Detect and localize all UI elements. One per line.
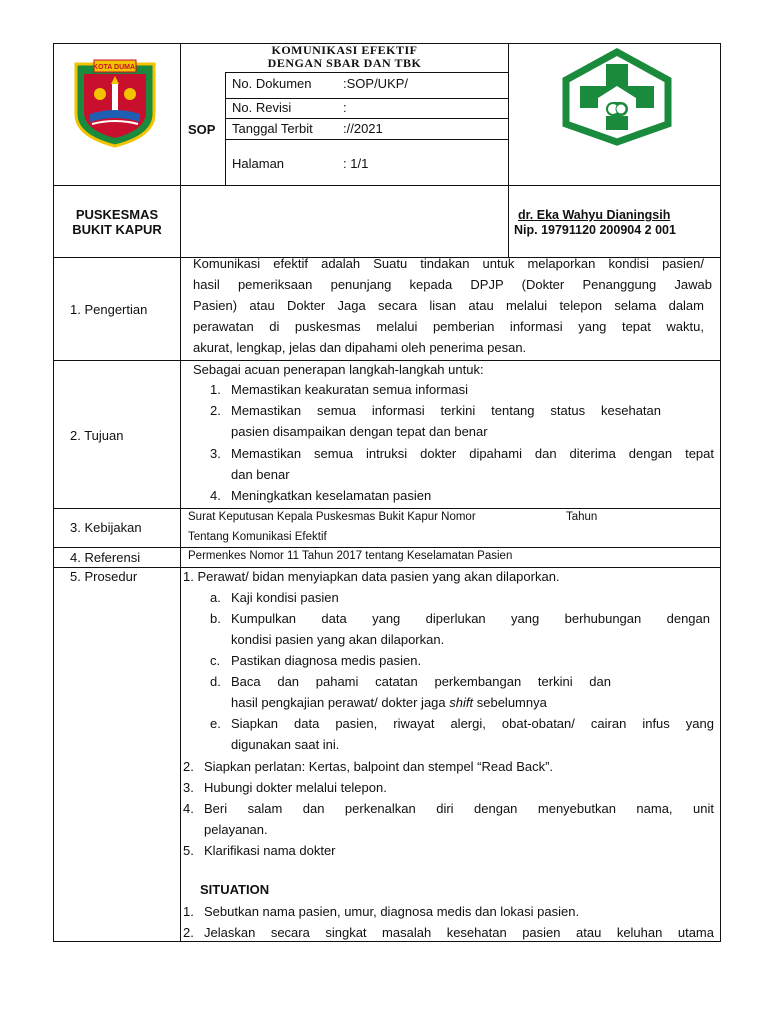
meta-value-no-dokumen: :SOP/UKP/ (343, 76, 409, 91)
meta-label-halaman: Halaman (232, 156, 285, 171)
meta-value-tanggal-terbit: ://2021 (343, 121, 383, 136)
logo-text: KOTA DUMAI (93, 64, 137, 71)
kebijakan-tahun: Tahun (566, 511, 598, 523)
org-name-line2: BUKIT KAPUR (72, 222, 162, 237)
signer-nip: Nip. 19791120 200904 2 001 (514, 223, 676, 237)
referensi-text: Permenkes Nomor 11 Tahun 2017 tentang Keselamatan Pasien (188, 550, 513, 562)
meta-value-halaman: : 1/1 (343, 156, 369, 171)
meta-value-no-revisi: : (343, 100, 347, 115)
document-title-line2: DENGAN SBAR DAN TBK (267, 56, 422, 70)
sop-label: SOP (188, 122, 216, 137)
section-label-pengertian: 1. Pengertian (70, 302, 148, 317)
puskesmas-logo-icon (560, 46, 674, 146)
signer-name: dr. Eka Wahyu Dianingsih (518, 208, 671, 222)
kebijakan-line2: Tentang Komunikasi Efektif (188, 531, 327, 543)
tujuan-intro: Sebagai acuan penerapan langkah-langkah untuk: (193, 362, 484, 377)
section-label-referensi: 4. Referensi (70, 550, 141, 565)
section-label-kebijakan: 3. Kebijakan (70, 520, 142, 535)
meta-label-no-revisi: No. Revisi (232, 100, 292, 115)
kebijakan-line1: Surat Keputusan Kepala Puskesmas Bukit Kapur Nomor (188, 511, 476, 523)
meta-label-tanggal-terbit: Tanggal Terbit (232, 121, 313, 136)
section-label-tujuan: 2. Tujuan (70, 428, 124, 443)
kota-dumai-crest-icon (72, 56, 158, 148)
situation-heading: SITUATION (200, 882, 270, 897)
org-name-line1: PUSKESMAS (75, 207, 159, 222)
section-label-prosedur: 5. Prosedur (70, 569, 138, 584)
document-title-line1: KOMUNIKASI EFEKTIF (271, 43, 418, 57)
meta-label-no-dokumen: No. Dokumen (232, 76, 312, 91)
